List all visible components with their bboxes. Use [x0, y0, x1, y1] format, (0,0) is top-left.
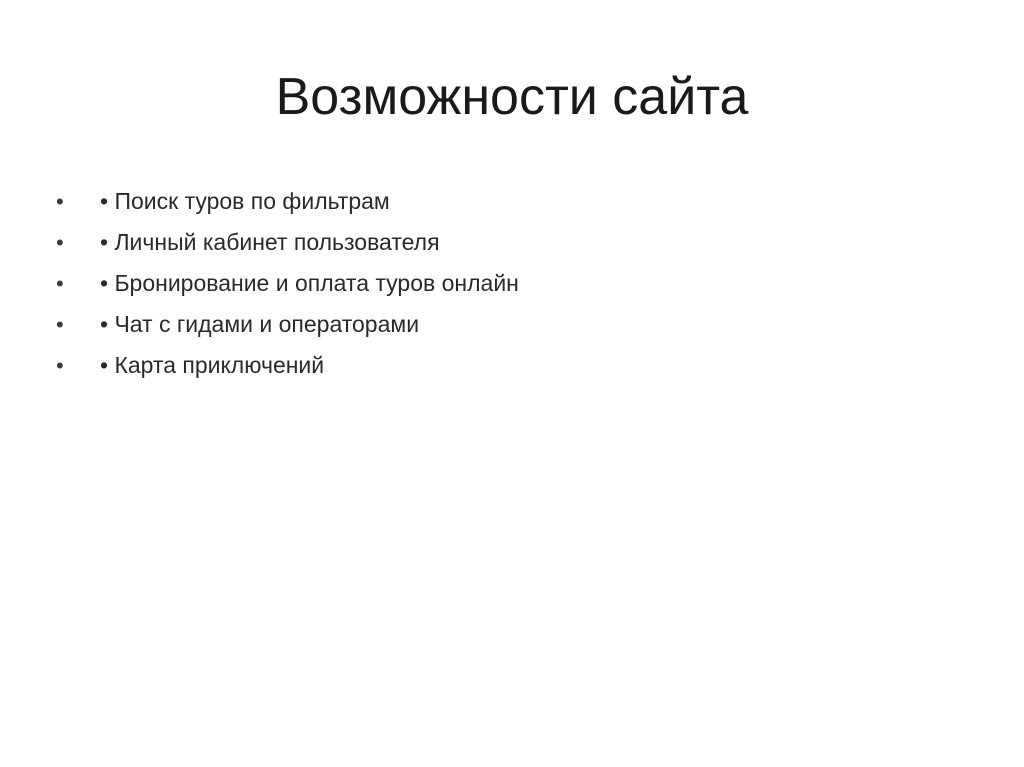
list-item	[56, 305, 519, 346]
bullet-marker: •	[56, 271, 64, 296]
bullet-text: • Карта приключений	[100, 352, 325, 378]
list-item	[56, 346, 519, 387]
slide-title: Возможности сайта	[275, 68, 749, 126]
bullet-text: • Бронирование и оплата туров онлайн	[100, 270, 519, 296]
bullet-text: • Чат с гидами и операторами	[100, 311, 420, 337]
bullet-text: • Поиск туров по фильтрам	[100, 188, 390, 214]
bullet-marker: •	[56, 189, 64, 214]
list-item	[56, 182, 519, 223]
bullet-marker: •	[56, 312, 64, 337]
bullet-marker: •	[56, 353, 64, 378]
bullet-list	[56, 182, 519, 387]
list-item	[56, 223, 519, 264]
bullet-marker: •	[56, 230, 64, 255]
list-item	[56, 264, 519, 305]
bullet-text: • Личный кабинет пользователя	[100, 229, 440, 255]
